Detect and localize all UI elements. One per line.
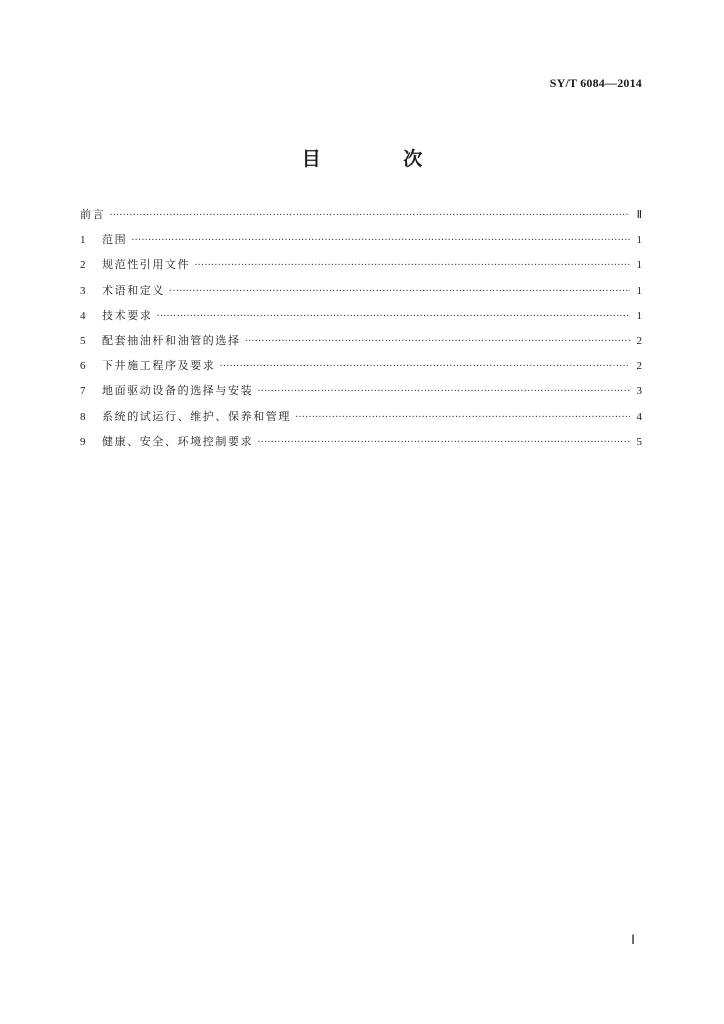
toc-entry-4[interactable] xyxy=(80,307,642,332)
toc-leader-dots xyxy=(219,358,630,376)
toc-entry-label: 健康、安全、环境控制要求 xyxy=(102,434,254,448)
toc-leader-dots xyxy=(257,383,630,401)
toc-leader-dots xyxy=(245,333,630,351)
toc-entry-label: 规范性引用文件 xyxy=(102,258,191,272)
toc-title: 目 次 xyxy=(301,148,461,170)
toc-entry-page: 3 xyxy=(636,385,642,398)
toc-entry-page: 1 xyxy=(636,259,642,272)
toc-leader-dots xyxy=(257,434,630,452)
toc-entry-2[interactable] xyxy=(80,256,642,281)
table-of-contents xyxy=(80,206,642,458)
toc-entry-label: 下井施工程序及要求 xyxy=(102,359,216,373)
toc-entry-number: 5 xyxy=(80,334,86,347)
toc-entry-7[interactable] xyxy=(80,382,642,407)
toc-leader-dots xyxy=(156,308,630,326)
toc-entry-number: 3 xyxy=(80,284,86,297)
toc-entry-page: 5 xyxy=(636,435,642,448)
page-number: Ⅰ xyxy=(631,932,635,947)
toc-entry-1[interactable] xyxy=(80,231,642,256)
toc-entry-number: 6 xyxy=(80,360,86,373)
toc-entry-number: 2 xyxy=(80,259,86,272)
toc-entry-page: 2 xyxy=(636,360,642,373)
toc-entry-6[interactable] xyxy=(80,357,642,382)
toc-entry-8[interactable] xyxy=(80,408,642,433)
toc-entry-label: 术语和定义 xyxy=(102,283,165,297)
toc-entry-foreword[interactable] xyxy=(80,206,642,231)
toc-entry-label: 范围 xyxy=(102,233,128,247)
toc-leader-dots xyxy=(131,232,630,250)
toc-leader-dots xyxy=(295,409,630,427)
toc-entry-number: 8 xyxy=(80,410,86,423)
toc-entry-page: 2 xyxy=(636,334,642,347)
toc-entry-label: 技术要求 xyxy=(102,308,153,322)
toc-entry-page: 1 xyxy=(636,234,642,247)
toc-entry-label: 配套抽油杆和油管的选择 xyxy=(102,333,241,347)
toc-leader-dots xyxy=(169,283,630,301)
toc-entry-label: 地面驱动设备的选择与安装 xyxy=(102,384,254,398)
toc-entry-page: 1 xyxy=(636,309,642,322)
toc-entry-page: 4 xyxy=(636,410,642,423)
toc-entry-number: 1 xyxy=(80,234,86,247)
toc-entry-page: 1 xyxy=(636,284,642,297)
toc-leader-dots xyxy=(109,207,630,225)
toc-entry-5[interactable] xyxy=(80,332,642,357)
toc-entry-3[interactable] xyxy=(80,282,642,307)
toc-entry-number: 4 xyxy=(80,309,86,322)
toc-leader-dots xyxy=(194,257,630,275)
standard-code: SY/T 6084—2014 xyxy=(549,76,642,90)
toc-entry-9[interactable] xyxy=(80,433,642,458)
toc-entry-page: Ⅱ xyxy=(636,209,642,221)
toc-entry-label: 系统的试运行、维护、保养和管理 xyxy=(102,409,291,423)
toc-entry-label: 前言 xyxy=(80,208,106,221)
toc-entry-number: 9 xyxy=(80,435,86,448)
toc-entry-number: 7 xyxy=(80,385,86,398)
